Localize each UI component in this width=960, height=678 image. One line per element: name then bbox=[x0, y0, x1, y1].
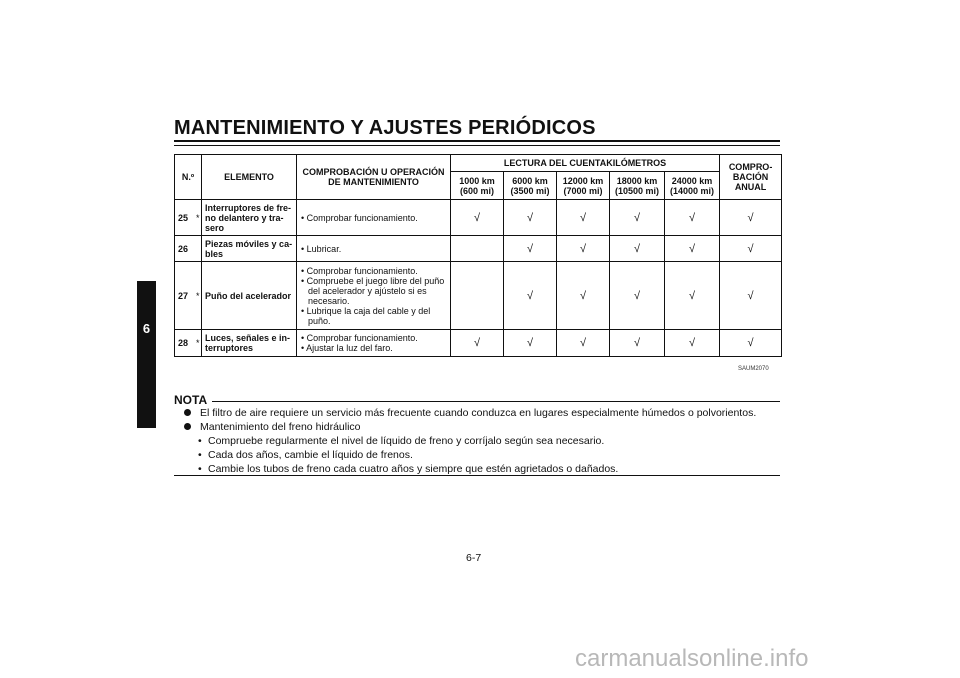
check-cell: √ bbox=[504, 330, 557, 357]
row-element: Interruptores de fre-no delantero y tra-sero bbox=[202, 200, 297, 236]
small-bullet-icon: • bbox=[198, 463, 202, 475]
interval-header: 18000 km (10500 mi) bbox=[610, 172, 665, 200]
operation-item: • Lubrique la caja del cable y del puño. bbox=[301, 305, 431, 326]
interval-header: 24000 km (14000 mi) bbox=[665, 172, 720, 200]
sub-list-item: • Cada dos años, cambie el líquido de frenos. bbox=[198, 449, 413, 461]
title-rule bbox=[174, 140, 780, 142]
check-cell bbox=[451, 236, 504, 262]
bullet-icon bbox=[184, 409, 191, 416]
check-cell: √ bbox=[504, 262, 557, 330]
interval-header: 12000 km (7000 mi) bbox=[557, 172, 610, 200]
list-item: El filtro de aire requiere un servicio más frecuente cuando conduzca en lugares especialmente húmedos o polvorientos. bbox=[180, 406, 756, 420]
operation-item: • Comprobar funcionamiento. bbox=[301, 265, 418, 276]
check-cell: √ bbox=[557, 262, 610, 330]
row-element: Piezas móviles y ca-bles bbox=[202, 236, 297, 262]
row-number: 27 bbox=[175, 262, 195, 330]
header-odometer: LECTURA DEL CUENTAKILÓMETROS bbox=[451, 155, 720, 172]
row-star: * bbox=[195, 330, 202, 357]
check-cell: √ bbox=[720, 200, 782, 236]
check-cell: √ bbox=[610, 262, 665, 330]
operation-item: • Ajustar la luz del faro. bbox=[301, 343, 393, 353]
check-cell: √ bbox=[720, 330, 782, 357]
table-row bbox=[175, 262, 782, 330]
check-cell: √ bbox=[720, 236, 782, 262]
check-cell: √ bbox=[557, 330, 610, 357]
check-cell: √ bbox=[665, 236, 720, 262]
check-cell: √ bbox=[610, 330, 665, 357]
row-number: 25 bbox=[175, 200, 195, 236]
operation-item: • Comprobar funcionamiento. bbox=[301, 333, 418, 343]
row-star: * bbox=[195, 200, 202, 236]
operation-item: • Lubricar. bbox=[301, 243, 342, 254]
row-operations bbox=[297, 330, 451, 357]
table-row bbox=[175, 330, 782, 357]
check-cell: √ bbox=[451, 200, 504, 236]
title-rule-thin bbox=[174, 145, 780, 146]
small-bullet-icon: • bbox=[198, 435, 202, 447]
header-no: N.º bbox=[175, 155, 202, 200]
page-title: MANTENIMIENTO Y AJUSTES PERIÓDICOS bbox=[174, 117, 596, 139]
page-number: 6-7 bbox=[466, 552, 482, 564]
check-cell: √ bbox=[665, 330, 720, 357]
nota-heading: NOTA bbox=[174, 393, 208, 407]
table-row bbox=[175, 236, 782, 262]
row-element: Puño del acelerador bbox=[202, 262, 297, 330]
check-cell: √ bbox=[610, 236, 665, 262]
header-operation: COMPROBACIÓN U OPERACIÓN DE MANTENIMIENTO bbox=[297, 155, 451, 200]
reference-code: SAUM2070 bbox=[738, 366, 769, 372]
interval-header: 1000 km (600 mi) bbox=[451, 172, 504, 200]
row-operations bbox=[297, 236, 451, 262]
sub-list-item: • Cambie los tubos de freno cada cuatro años y siempre que estén agrietados o dañados. bbox=[198, 463, 619, 475]
check-cell: √ bbox=[504, 236, 557, 262]
check-cell: √ bbox=[557, 200, 610, 236]
chapter-tab bbox=[137, 281, 156, 428]
check-cell: √ bbox=[610, 200, 665, 236]
operation-item: • Compruebe el juego libre del puño del acelerador y ajústelo si es necesario. bbox=[301, 275, 445, 306]
row-number: 26 bbox=[175, 236, 195, 262]
row-operations bbox=[297, 262, 451, 330]
row-star: * bbox=[195, 262, 202, 330]
operation-item: • Comprobar funcionamiento. bbox=[301, 212, 418, 223]
chapter-number: 6 bbox=[142, 321, 151, 336]
check-cell: √ bbox=[504, 200, 557, 236]
header-annual: COMPRO-BACIÓN ANUAL bbox=[720, 155, 782, 200]
table-row bbox=[175, 200, 782, 236]
check-cell: √ bbox=[451, 330, 504, 357]
nota-body bbox=[180, 406, 756, 476]
row-number: 28 bbox=[175, 330, 195, 357]
check-cell: √ bbox=[557, 236, 610, 262]
check-cell bbox=[451, 262, 504, 330]
row-star bbox=[195, 236, 202, 262]
row-element: Luces, señales e in-terruptores bbox=[202, 330, 297, 357]
sub-list-item: • Compruebe regularmente el nivel de líquido de freno y corríjalo según sea necesario. bbox=[198, 435, 605, 447]
header-element: ELEMENTO bbox=[202, 155, 297, 200]
check-cell: √ bbox=[665, 262, 720, 330]
small-bullet-icon: • bbox=[198, 449, 202, 461]
row-operations bbox=[297, 200, 451, 236]
nota-rule-bottom bbox=[174, 475, 780, 476]
nota-rule-top bbox=[212, 401, 780, 402]
check-cell: √ bbox=[665, 200, 720, 236]
interval-header: 6000 km (3500 mi) bbox=[504, 172, 557, 200]
watermark: carmanualsonline.info bbox=[575, 645, 809, 672]
bullet-icon bbox=[184, 423, 191, 430]
list-item: Mantenimiento del freno hidráulico bbox=[180, 420, 756, 434]
maintenance-table bbox=[174, 154, 782, 357]
check-cell: √ bbox=[720, 262, 782, 330]
